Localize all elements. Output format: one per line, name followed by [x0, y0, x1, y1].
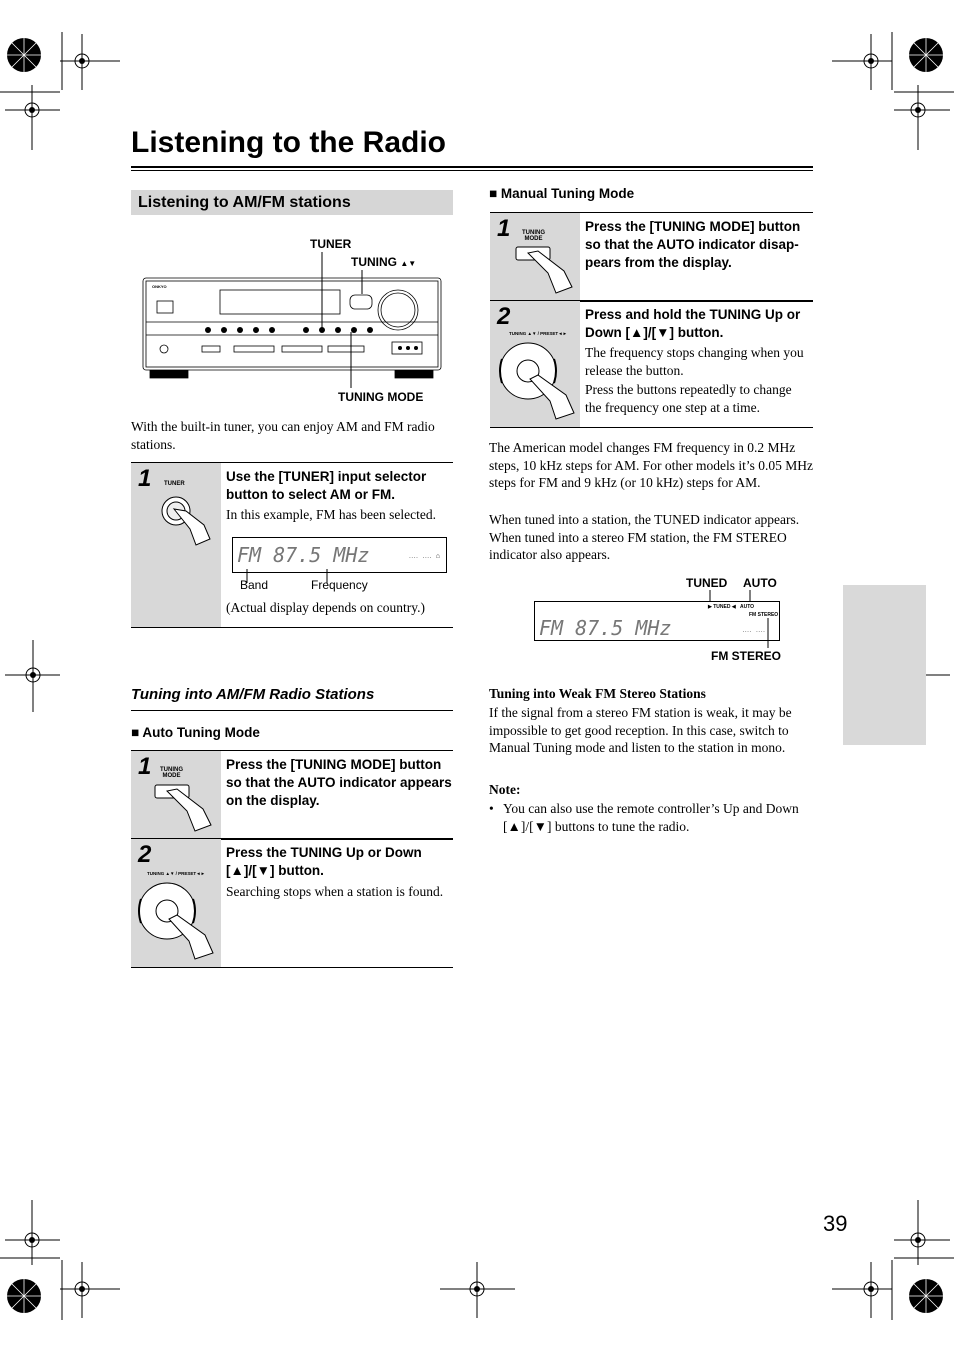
display2-panel: [534, 601, 780, 641]
tuning-mode-callout-label: TUNING MODE: [338, 390, 424, 404]
tuning-preset-label: TUNING ▲▼ / PRESET◄►: [509, 331, 568, 336]
auto-step-2: [131, 838, 453, 968]
tuner-button-hand-icon: [156, 491, 216, 551]
auto-callout-label: AUTO: [743, 576, 777, 590]
manual-step-2: [490, 300, 813, 428]
step-number: 2: [497, 303, 511, 330]
auto-tuning-heading-text: Auto Tuning Mode: [142, 725, 260, 740]
diagram-callout-lines: [318, 250, 378, 390]
step-image-panel: [131, 839, 221, 967]
square-bullet-icon: ■: [131, 725, 140, 740]
updown-icon: ▲▼: [400, 259, 417, 268]
step-number: 1: [138, 465, 152, 492]
page-number: 39: [823, 1211, 848, 1236]
tuned-indicator: ▶ TUNED ◀: [708, 604, 736, 610]
weak-stations-heading: Tuning into Weak FM Stereo Stations: [489, 686, 706, 701]
manual-tuning-heading: [489, 186, 634, 201]
manual-step-1: [490, 212, 813, 302]
step-image-panel: [131, 751, 221, 839]
step-title: Press the [TUNING MODE] button so that the AUTO indicator disap-pears from the display.: [585, 219, 801, 270]
step-number: 1: [138, 753, 152, 780]
tuning-mode-label-line1: TUNING: [522, 230, 545, 236]
square-bullet-icon: ■: [489, 186, 498, 201]
tuner-button-label: TUNER: [164, 481, 185, 487]
tuning-updown-hand-icon: [137, 879, 221, 965]
weak-stations-paragraph: If the signal from a stereo FM station is weak, it may be impossible to get good reception. In this case, switch to Manual Tuning mode and listen to the station in mono.: [489, 705, 792, 755]
step-text: Searching stops when a station is found.: [226, 884, 444, 899]
tuning-mode-button-hand-icon: [153, 781, 217, 837]
american-model-paragraph: The American model changes FM frequency in 0.2 MHz steps, 10 kHz steps for AM. For other models it’s 0.05 MHz steps for FM and 9 kHz (or 10 kHz) steps for AM.: [489, 440, 813, 490]
bullet-dot: •: [489, 801, 494, 816]
manual-tuning-heading-text: Manual Tuning Mode: [500, 186, 635, 201]
note-heading: Note:: [489, 782, 521, 797]
side-tab: [843, 585, 926, 745]
step-image-panel: [490, 213, 580, 301]
title-rule-thin: [131, 170, 813, 171]
step-image-panel: [490, 301, 580, 427]
tuning-heading: Tuning into AM/FM Radio Stations: [131, 686, 375, 703]
receiver-front-panel: [140, 250, 445, 385]
step-number: 1: [497, 215, 511, 242]
step-title: Press the [TUNING MODE] button so that the AUTO indicator appears on the display.: [226, 757, 452, 808]
step-text: The frequency stops changing when you release the button.: [585, 345, 804, 378]
auto-step-1: [131, 750, 453, 840]
display-indicators-icon: ‥‥ ‥‥ ⌂: [408, 552, 440, 560]
auto-indicator: AUTO: [740, 604, 755, 610]
tuning-mode-label-line1: TUNING: [160, 767, 183, 773]
step-text: In this example, FM has been selected.: [226, 507, 436, 522]
tuning-callout-text: TUNING: [351, 255, 397, 269]
tuning-mode-label-line2: MODE: [162, 773, 181, 779]
tuning-mode-label-line2: MODE: [524, 236, 543, 242]
display-panel: [232, 537, 447, 573]
intro-paragraph: With the built-in tuner, you can enjoy AM and FM radio stations.: [131, 419, 435, 452]
tuning-mode-button-hand-icon: [514, 243, 578, 299]
step-image-panel: [131, 463, 221, 627]
step-title: Press the TUNING Up or Down [▲]/[▼] button.: [226, 845, 422, 878]
tuning-mode-button-label: [160, 767, 183, 779]
note-bullet-text: You can also use the remote controller’s Up and Down [▲]/[▼] buttons to tune the radio.: [503, 801, 799, 834]
tuner-callout-label: TUNER: [310, 237, 352, 251]
section-heading: Listening to AM/FM stations: [131, 190, 453, 215]
step-tuner: [131, 462, 453, 628]
fm-stereo-callout-label: FM STEREO: [711, 649, 782, 663]
fm-stereo-indicator: FM STEREO: [749, 612, 779, 618]
note-bullet: [489, 800, 814, 835]
step-title: Press and hold the TUNING Up or Down [▲]/[▼] button.: [585, 307, 801, 340]
auto-tuning-heading: [131, 725, 260, 740]
tuning-mode-button-label: [522, 230, 545, 242]
brand-logo: ONKYO: [152, 284, 167, 289]
display-note: (Actual display depends on country.): [226, 600, 425, 615]
step-number: 2: [138, 841, 152, 868]
display2-readout: FM 87.5 MHz: [539, 616, 672, 640]
display2-indicators-icon: ‥‥ ‥‥: [742, 626, 765, 634]
tuning-heading-rule: [131, 710, 453, 711]
tuned-indicator-paragraph: When tuned into a station, the TUNED indicator appears. When tuned into a stereo FM station, the FM STEREO indicator also appears.: [489, 512, 800, 562]
tuned-callout-label: TUNED: [686, 576, 728, 590]
step-text-2: Press the buttons repeatedly to change the frequency one step at a time.: [585, 382, 792, 415]
display-readout: FM 87.5 MHz: [237, 543, 370, 567]
title-rule: [131, 166, 813, 168]
band-label: Band: [240, 578, 269, 592]
page-title: Listening to the Radio: [131, 126, 446, 159]
tuning-preset-label: TUNING ▲▼ / PRESET◄►: [147, 871, 206, 876]
tuning-updown-hand-icon: [498, 339, 582, 425]
step-title: Use the [TUNER] input selector button to select AM or FM.: [226, 469, 427, 502]
frequency-label: Frequency: [311, 578, 368, 592]
